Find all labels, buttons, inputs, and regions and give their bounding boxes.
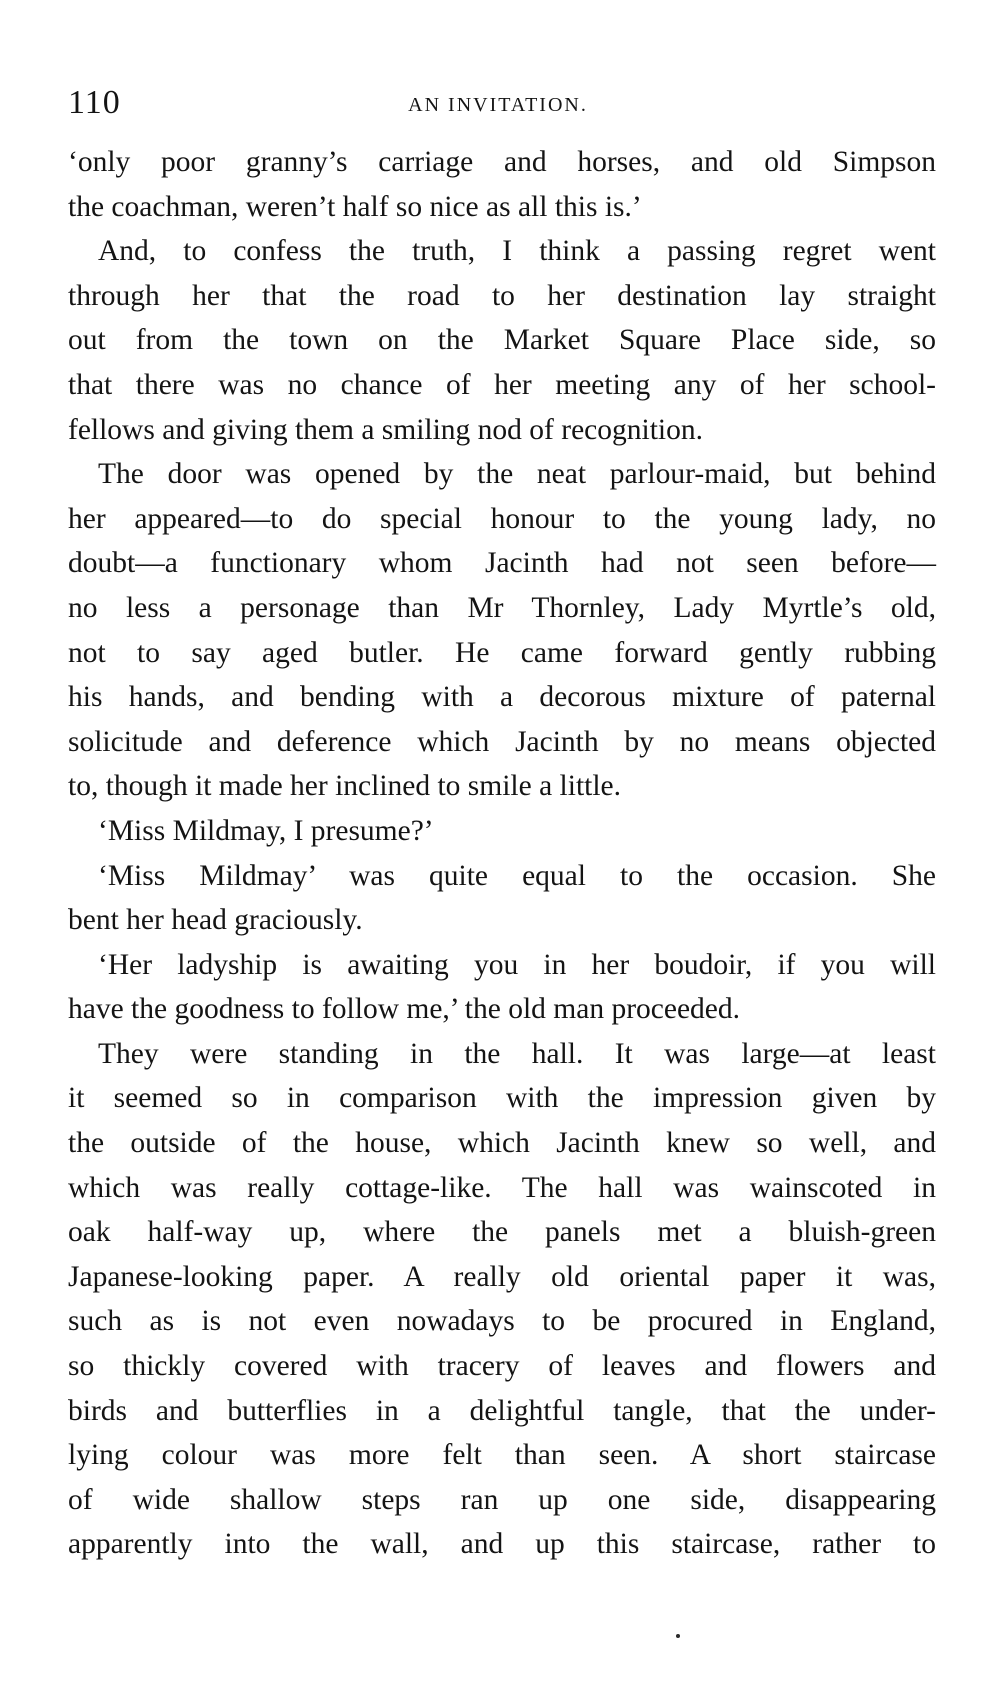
text-line: her appeared—to do special honour to the young lady, no	[68, 502, 936, 535]
text-line: that there was no chance of her meeting any of her school-	[68, 368, 936, 401]
text-line: apparently into the wall, and up this staircase, rather to	[68, 1528, 936, 1561]
text-line: to, though it made her inclined to smile a little.	[68, 770, 622, 803]
text-line: his hands, and bending with a decorous mixture of paternal	[68, 681, 936, 714]
page-header	[68, 78, 928, 128]
text-line: birds and butterflies in a delightful tangle, that the under-	[68, 1394, 936, 1427]
text-line: oak half-way up, where the panels met a bluish-green	[68, 1216, 936, 1249]
text-line: have the goodness to follow me,’ the old man proceeded.	[68, 993, 741, 1026]
text-line: the coachman, weren’t half so nice as all this is.’	[68, 190, 642, 223]
paragraph	[68, 1032, 936, 1567]
text-line: ‘Miss Mildmay’ was quite equal to the occasion. She	[98, 859, 936, 892]
text-line: ‘only poor granny’s carriage and horses, and old Simpson	[68, 146, 936, 178]
text-line: no less a personage than Mr Thornley, Lady Myrtle’s old,	[68, 591, 936, 624]
paragraph	[68, 943, 936, 1032]
text-line: They were standing in the hall. It was large—at least	[98, 1037, 936, 1070]
text-line: lying colour was more felt than seen. A short staircase	[68, 1439, 936, 1472]
text-line: which was really cottage-like. The hall was wainscoted in	[68, 1171, 936, 1204]
paragraph	[68, 452, 936, 809]
text-line: through her that the road to her destination lay straight	[68, 279, 936, 312]
text-line: of wide shallow steps ran up one side, disappearing	[68, 1483, 936, 1516]
text-line: the outside of the house, which Jacinth knew so well, and	[68, 1127, 936, 1160]
text-line: doubt—a functionary whom Jacinth had not seen before—	[68, 547, 936, 580]
paragraph	[68, 809, 936, 854]
paragraph	[68, 854, 936, 943]
page-number: 110	[68, 84, 121, 121]
text-line: ‘Her ladyship is awaiting you in her boudoir, if you will	[98, 948, 936, 981]
print-speck	[676, 1634, 680, 1638]
paragraph	[68, 140, 936, 229]
paragraph	[68, 229, 936, 452]
text-line: ‘Miss Mildmay, I presume?’	[98, 814, 434, 847]
text-line: Japanese-looking paper. A really old oriental paper it was,	[68, 1260, 936, 1293]
text-line: not to say aged butler. He came forward gently rubbing	[68, 636, 936, 669]
text-line: fellows and giving them a smiling nod of recognition.	[68, 413, 703, 446]
running-head: AN INVITATION.	[408, 94, 588, 116]
text-line: The door was opened by the neat parlour-maid, but behind	[98, 458, 936, 491]
text-line: it seemed so in comparison with the impression given by	[68, 1082, 936, 1115]
body-text	[68, 140, 936, 1567]
text-line: such as is not even nowadays to be procured in England,	[68, 1305, 936, 1338]
text-line: so thickly covered with tracery of leaves and flowers and	[68, 1350, 936, 1383]
text-line: bent her head graciously.	[68, 904, 363, 937]
text-line: out from the town on the Market Square Place side, so	[68, 324, 936, 357]
text-line: And, to confess the truth, I think a passing regret went	[98, 235, 936, 268]
text-line: solicitude and deference which Jacinth by no means objected	[68, 725, 936, 758]
